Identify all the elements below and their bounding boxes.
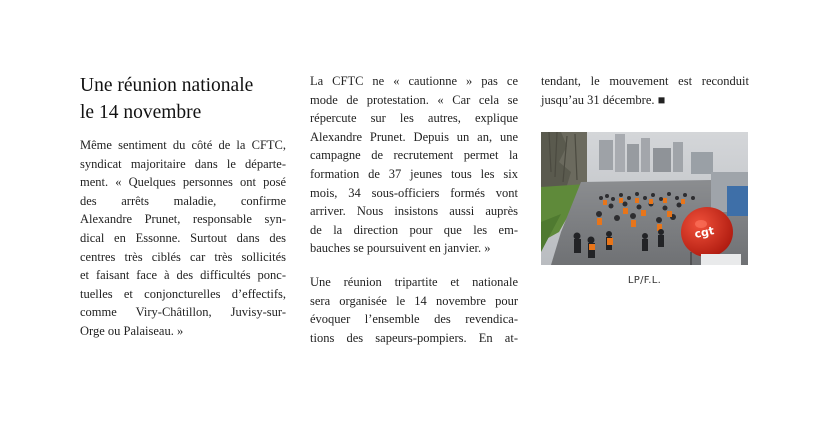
article-photo [541, 132, 748, 265]
text-line: arriver. Nous insistons aussi auprès [310, 204, 518, 219]
paragraph [310, 72, 518, 258]
text-line: répercute sur les autres, explique [310, 111, 518, 126]
text-line: Alexandre Prunet, responsable syn- [80, 212, 286, 227]
text-line: Alexandre Prunet. Depuis un an, une [310, 129, 518, 144]
text-line: comme Viry-Châtillon, Juvisy-sur- [80, 305, 286, 320]
text-line: tuelles et conjoncturelles d’effectifs, [80, 286, 286, 301]
paragraph [310, 273, 518, 347]
text-line: mode de protestation. « Car cela se [310, 92, 518, 107]
text-line: dical en Essonne. Surtout dans des [80, 230, 286, 245]
text-line: évoquer l’ensemble des revendica- [310, 312, 518, 327]
text-line: formation de 37 jeunes tous les six [310, 166, 518, 181]
text-line: Même sentiment du côté de la CFTC, [80, 138, 286, 152]
paragraph [541, 72, 749, 109]
paragraph [80, 136, 286, 341]
text-line: centres très ciblés car très sollicités [80, 249, 286, 264]
article-column-1 [80, 72, 286, 341]
text-line: syndicat majoritaire dans le départe- [80, 156, 286, 171]
article-column-3 [541, 72, 749, 109]
text-line: bauches se poursuivent en janvier. » [310, 241, 491, 256]
text-line: campagne de recrutement permet la [310, 148, 518, 163]
photo-caption: LP/F.L. [627, 275, 662, 286]
text-line: Une réunion tripartite et nationale [310, 274, 518, 289]
text-line: des arrêts maladie, confirme [80, 193, 286, 208]
heading-line: le 14 novembre [80, 102, 202, 123]
text-line: mois, 34 sous-officiers formés vont [310, 185, 518, 200]
text-line: et faisant face à des difficultés ponc- [80, 268, 286, 283]
text-line: La CFTC ne « cautionne » pas ce [310, 74, 518, 88]
text-line: ment. « Quelques personnes ont posé [80, 175, 286, 190]
text-line: tions des sapeurs-pompiers. En at- [310, 330, 518, 345]
text-line: jusqu’au 31 décembre. ■ [541, 92, 666, 107]
article-column-2 [310, 72, 518, 347]
text-line: de la direction pour que les em- [310, 222, 518, 237]
text-line: Orge ou Palaiseau. » [80, 323, 184, 338]
text-line: tendant, le mouvement est reconduit [541, 74, 749, 88]
balloon-logo: cgt [693, 224, 716, 241]
heading-line: Une réunion nationale [80, 75, 254, 96]
text-line: sera organisée le 14 novembre pour [310, 293, 518, 308]
article-heading [80, 72, 286, 126]
